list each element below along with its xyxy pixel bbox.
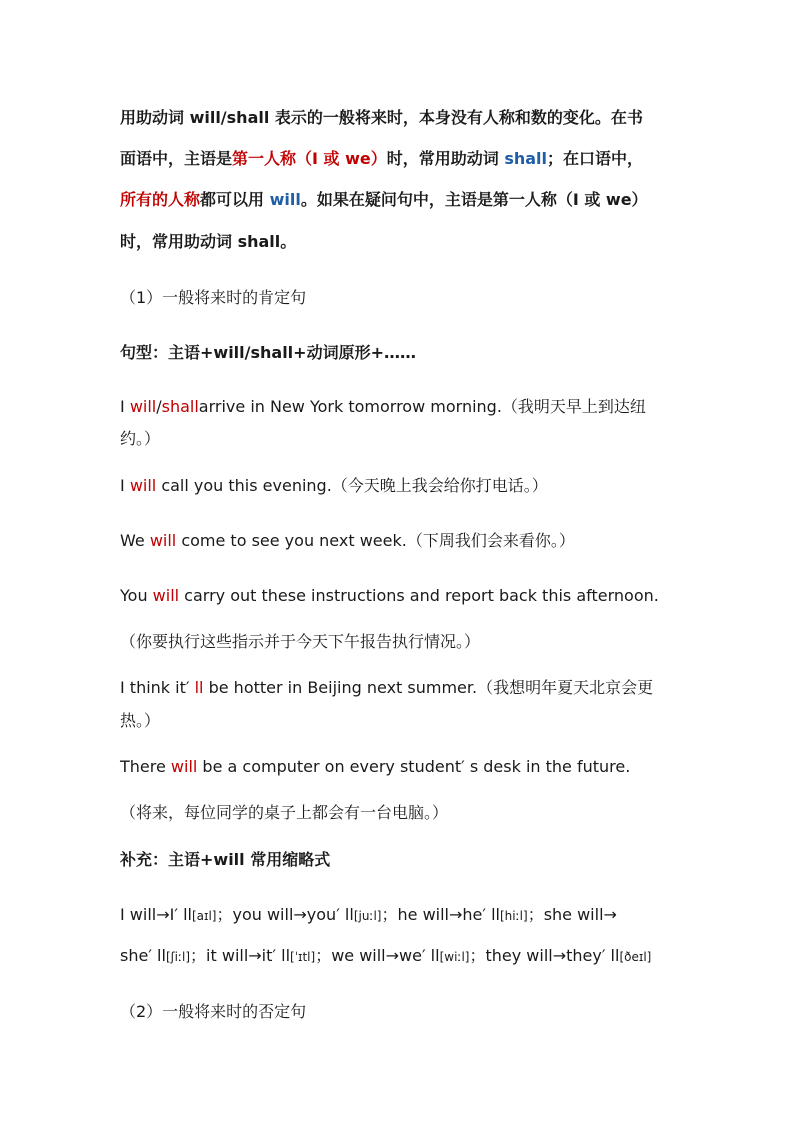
intro-line-1: [120, 108, 643, 128]
phonetic: [juːl]: [353, 909, 382, 923]
section-heading: [120, 288, 306, 308]
highlight-will: will: [269, 190, 301, 209]
phonetic: [hiːl]: [500, 909, 528, 923]
contraction-text: ；he will→he′ ll: [381, 905, 500, 924]
supplement-heading-text: 补充：主语+will 常用缩略式: [120, 850, 331, 869]
supplement-heading: [120, 850, 330, 870]
example-5: [120, 678, 653, 698]
intro-text: 都可以用: [200, 190, 270, 209]
keyword-will: will: [170, 757, 198, 776]
intro-text: 面语中，主语是: [120, 149, 233, 168]
sentence-pattern-text: 句型：主语+will/shall+动词原形+……: [120, 343, 416, 362]
example-text: call you this evening.（今天晚上我会给你打电话。）: [156, 476, 548, 495]
example-text: 约。）: [120, 429, 161, 448]
example-text: be a computer on every student′ s desk in the future.: [197, 757, 631, 776]
example-1: [120, 397, 646, 417]
phonetic: [ˈɪtl]: [290, 950, 316, 964]
keyword-will: will: [149, 531, 177, 550]
example-6: [120, 757, 630, 777]
example-text: carry out these instructions and report back this afternoon.: [179, 586, 659, 605]
example-text: I think it′: [120, 678, 190, 697]
contraction-text: ；they will→they′ ll: [469, 946, 620, 965]
example-text: come to see you next week.（下周我们会来看你。）: [176, 531, 575, 550]
highlight-first-person: 第一人称（I 或 we）: [232, 149, 387, 168]
contraction-row-1: [120, 905, 617, 926]
intro-text: 用助动词 will/shall 表示的一般将来时，本身没有人称和数的变化。在书: [120, 108, 643, 127]
intro-text: 时，常用助动词 shall。: [120, 232, 297, 251]
intro-text: 时，常用助动词: [386, 149, 505, 168]
example-text: I: [120, 397, 130, 416]
example-5-cont: [120, 711, 160, 731]
section-heading-text: （1）一般将来时的肯定句: [120, 288, 307, 307]
example-text: I: [120, 476, 130, 495]
example-text: /: [156, 397, 162, 416]
example-3: [120, 531, 575, 551]
intro-text: 。如果在疑问句中，主语是第一人称（I 或 we）: [300, 190, 648, 209]
phonetic: [aɪl]: [191, 909, 217, 923]
example-2: [120, 476, 548, 496]
example-1-cont: [120, 429, 160, 449]
keyword-will: will: [152, 586, 180, 605]
example-4-translation: [120, 632, 480, 652]
contraction-text: she′ ll: [120, 946, 166, 965]
keyword-shall: shall: [161, 397, 199, 416]
keyword-ll: ll: [189, 678, 204, 697]
example-text: （你要执行这些指示并于今天下午报告执行情况。）: [120, 632, 481, 651]
highlight-all-persons: 所有的人称: [120, 190, 201, 209]
example-text: We: [120, 531, 150, 550]
example-text: be hotter in Beijing next summer.（我想明年夏天北京会更: [203, 678, 654, 697]
example-text: arrive in New York tomorrow morning.（我明天早上到达纽: [198, 397, 646, 416]
contraction-row-2: [120, 946, 651, 967]
section-heading: [120, 1002, 306, 1022]
contraction-text: ；it will→it′ ll: [190, 946, 291, 965]
phonetic: [ʃiːl]: [165, 950, 191, 964]
highlight-shall: shall: [504, 149, 548, 168]
intro-line-4: [120, 232, 296, 252]
contraction-text: I will→I′ ll: [120, 905, 192, 924]
example-text: （将来，每位同学的桌子上都会有一台电脑。）: [120, 803, 449, 822]
intro-text: ；在口语中，: [547, 149, 644, 168]
phonetic: [ðeɪl]: [619, 950, 652, 964]
example-text: 热。）: [120, 711, 161, 730]
sentence-pattern: [120, 343, 416, 363]
keyword-will: will: [129, 397, 157, 416]
intro-line-2: [120, 149, 643, 169]
contraction-text: ；she will→: [527, 905, 617, 924]
intro-line-3: [120, 190, 648, 210]
contraction-text: ；you will→you′ ll: [216, 905, 354, 924]
example-text: There: [120, 757, 171, 776]
example-6-translation: [120, 803, 448, 823]
example-text: You: [120, 586, 153, 605]
section-heading-text: （2）一般将来时的否定句: [120, 1002, 307, 1021]
example-4: [120, 586, 659, 606]
phonetic: [wiːl]: [439, 950, 470, 964]
contraction-text: ；we will→we′ ll: [315, 946, 440, 965]
keyword-will: will: [129, 476, 157, 495]
